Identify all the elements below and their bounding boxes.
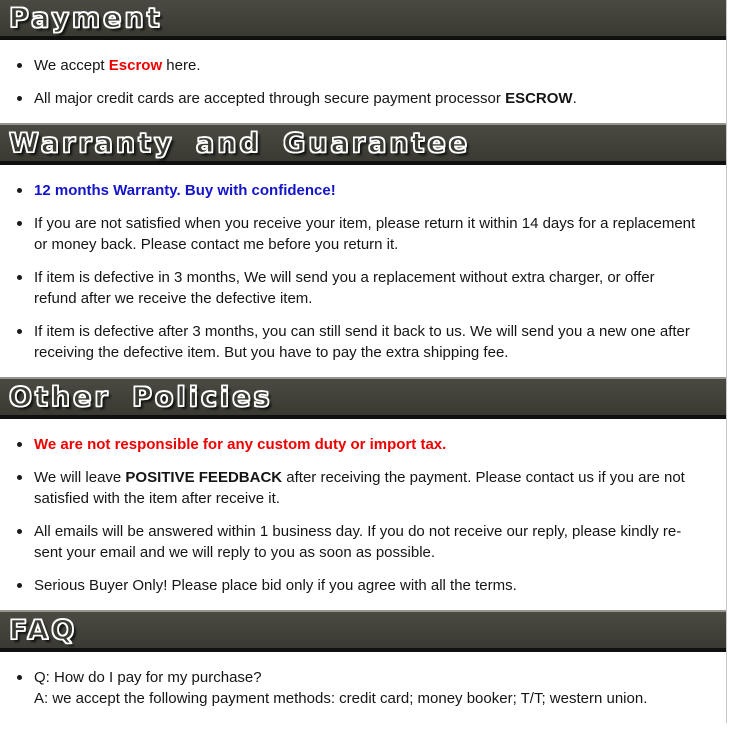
text-segment-bold: POSITIVE FEEDBACK <box>125 469 283 486</box>
section-warranty <box>0 123 726 377</box>
text-segment-blue: 12 months Warranty. Buy with confidence! <box>34 182 336 199</box>
list-item <box>0 575 700 596</box>
section-header-other-policies <box>0 377 726 419</box>
text-segment: All major credit cards are accepted through secure payment processor <box>34 90 506 107</box>
list-item <box>0 55 700 76</box>
text-segment: If item is defective in 3 months, We will send you a replacement without extra charger, or offer refund after we receive the defective item. <box>34 269 659 307</box>
text-segment: after receiving the payment. Please contact us if you are not satisfied with the item after receive it. <box>34 469 690 507</box>
faq-question: Q: How do I pay for my purchase? <box>34 669 262 686</box>
text-segment-red: We are not responsible for any custom duty or import tax. <box>34 436 447 453</box>
section-other-policies <box>0 377 726 610</box>
list-item <box>0 180 700 201</box>
list-item <box>0 267 700 309</box>
text-segment-red: Escrow <box>108 57 163 74</box>
list-item-qa <box>0 667 700 709</box>
list-item <box>0 434 700 455</box>
section-payment <box>0 0 726 123</box>
warranty-list <box>0 165 726 377</box>
text-segment: here. <box>162 57 201 74</box>
section-title-other-policies: Other Policies <box>9 381 273 413</box>
faq-list <box>0 652 726 723</box>
text-segment: If you are not satisfied when you receive your item, please return it within 14 days for a replacement or money back. Please contact me before you return it. <box>34 215 700 253</box>
text-segment-bold: ESCROW <box>505 90 573 107</box>
text-segment: All emails will be answered within 1 business day. If you do not receive our reply, please kindly re-sent your email and we will reply to you as soon as possible. <box>34 523 682 561</box>
text-segment: We will leave <box>34 469 126 486</box>
list-item <box>0 521 700 563</box>
text-segment: We accept <box>34 57 109 74</box>
text-segment: If item is defective after 3 months, you can still send it back to us. We will send you a new one after receiving the defective item. But you have to pay the extra shipping fee. <box>34 323 695 361</box>
section-header-warranty <box>0 123 726 165</box>
section-title-faq: FAQ <box>9 614 78 646</box>
text-segment: Serious Buyer Only! Please place bid only if you agree with all the terms. <box>34 577 517 594</box>
faq-answer: A: we accept the following payment methods: credit card; money booker; T/T; western union. <box>34 690 648 707</box>
list-item <box>0 321 700 363</box>
text-segment: . <box>572 90 577 107</box>
list-item <box>0 467 700 509</box>
list-item <box>0 88 700 109</box>
payment-list <box>0 40 726 123</box>
section-header-faq <box>0 610 726 652</box>
section-title-payment: Payment <box>9 2 163 34</box>
section-title-warranty: Warranty and Guarantee <box>9 127 471 159</box>
other-policies-list <box>0 419 726 610</box>
list-item <box>0 213 700 255</box>
section-header-payment <box>0 0 726 40</box>
section-faq <box>0 610 726 723</box>
